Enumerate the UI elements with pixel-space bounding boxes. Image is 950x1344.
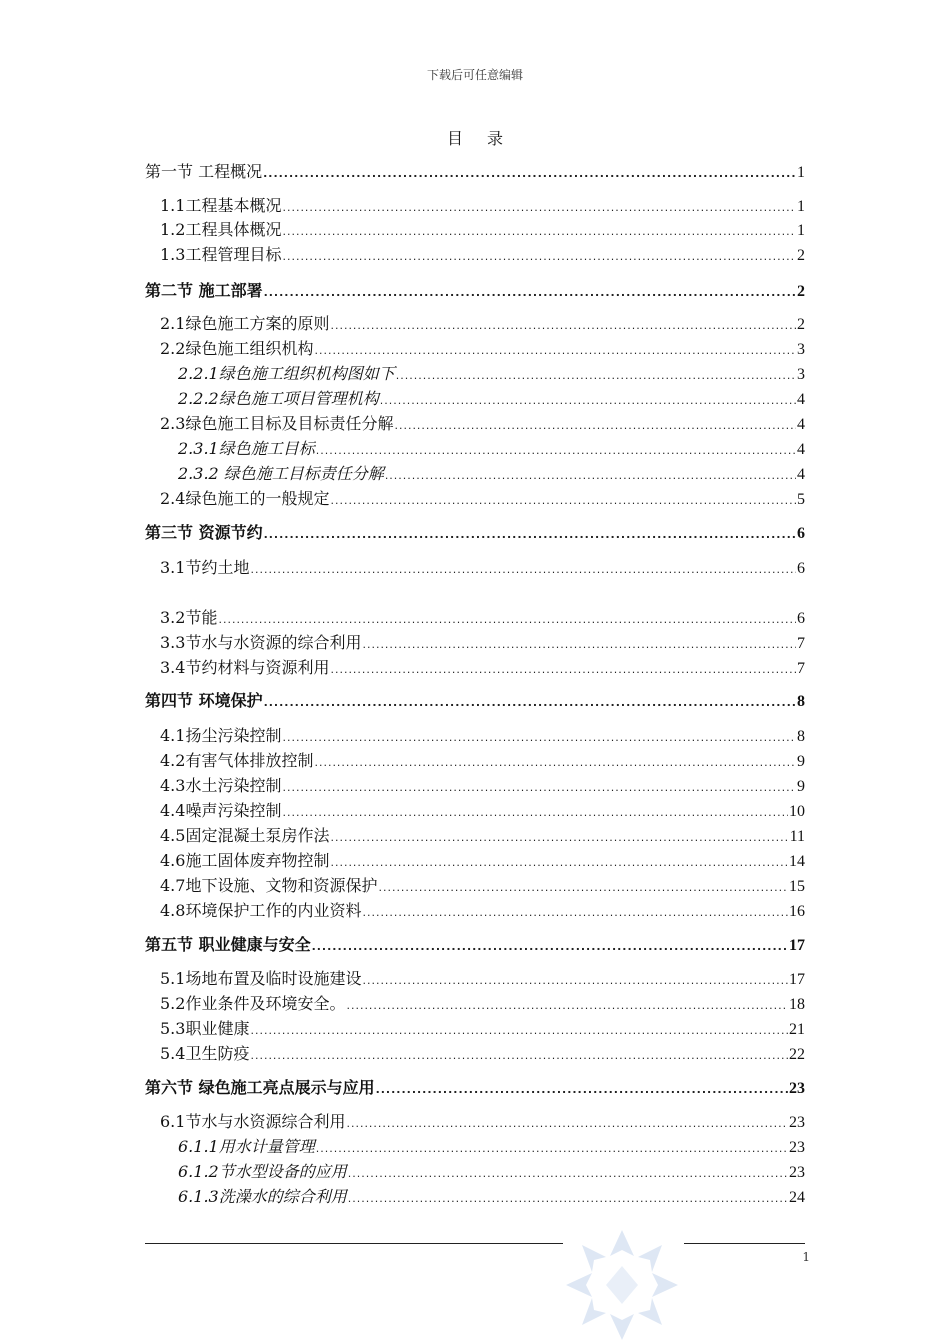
toc-entry-label: 4.6施工固体废弃物控制 <box>160 851 330 870</box>
toc-entry-page: 7 <box>797 660 805 677</box>
toc-entry-page: 23 <box>789 1080 805 1097</box>
toc-leader-dots <box>330 852 788 874</box>
toc-entry[interactable] <box>160 219 805 243</box>
toc-entry-label: 5.1场地布置及临时设施建设 <box>160 969 362 988</box>
toc-entry-page: 11 <box>789 828 805 845</box>
toc-leader-dots <box>376 1079 788 1101</box>
toc-entry[interactable] <box>178 363 805 387</box>
toc-entry[interactable] <box>145 280 805 304</box>
toc-entry[interactable] <box>160 850 805 874</box>
toc-entry-label: 2.2.1绿色施工组织机构图如下 <box>178 364 395 383</box>
toc-entry[interactable] <box>145 1077 805 1101</box>
toc-entry-page: 2 <box>797 283 805 300</box>
toc-leader-dots <box>282 197 796 219</box>
toc-entry-label: 1.2工程具体概况 <box>160 220 282 239</box>
toc-entry-page: 9 <box>797 778 805 795</box>
toc-leader-dots <box>346 995 788 1017</box>
toc-leader-dots <box>330 659 796 681</box>
toc-leader-dots <box>314 752 796 774</box>
toc-entry-label: 第四节 环境保护 <box>145 691 263 710</box>
toc-entry-label: 5.4卫生防疫 <box>160 1044 250 1063</box>
toc-entry[interactable] <box>178 1136 805 1160</box>
toc-entry-page: 18 <box>789 996 805 1013</box>
toc-entry-label: 2.3.2 绿色施工目标责任分解 <box>178 464 384 483</box>
toc-entry-page: 22 <box>789 1046 805 1063</box>
toc-leader-dots <box>396 365 796 387</box>
toc-entry-page: 4 <box>797 441 805 458</box>
toc-leader-dots <box>330 490 796 512</box>
toc-entry[interactable] <box>160 632 805 656</box>
toc-leader-dots <box>348 1188 788 1210</box>
toc-entry-label: 6.1.3洗澡水的综合利用 <box>178 1187 347 1206</box>
toc-entry-page: 23 <box>789 1139 805 1156</box>
toc-entry-page: 21 <box>789 1021 805 1038</box>
toc-entry-label: 2.2绿色施工组织机构 <box>160 339 314 358</box>
toc-entry[interactable] <box>178 1186 805 1210</box>
toc-entry-label: 6.1节水与水资源综合利用 <box>160 1112 346 1131</box>
toc-entry[interactable] <box>160 657 805 681</box>
toc-entry-page: 17 <box>789 971 805 988</box>
toc-entry-page: 6 <box>797 610 805 627</box>
toc-leader-dots <box>394 415 796 437</box>
toc-entry[interactable] <box>160 800 805 824</box>
toc-entry[interactable] <box>145 522 805 546</box>
toc-leader-dots <box>362 970 788 992</box>
toc-leader-dots <box>282 221 796 243</box>
toc-entry-label: 1.1工程基本概况 <box>160 196 282 215</box>
toc-leader-dots <box>264 524 796 546</box>
toc-entry[interactable] <box>145 690 805 714</box>
toc-leader-dots <box>282 802 788 824</box>
toc-leader-dots <box>316 1138 788 1160</box>
toc-leader-dots <box>250 1020 788 1042</box>
toc-entry-label: 2.3绿色施工目标及目标责任分解 <box>160 414 394 433</box>
toc-entry-label: 2.4绿色施工的一般规定 <box>160 489 330 508</box>
toc-entry-page: 5 <box>797 491 805 508</box>
toc-entry[interactable] <box>160 875 805 899</box>
toc-entry[interactable] <box>160 557 805 581</box>
toc-entry-label: 2.3.1绿色施工目标 <box>178 439 315 458</box>
toc-leader-dots <box>316 440 796 462</box>
header-note: 下载后可任意编辑 <box>426 68 523 82</box>
toc-entry-page: 15 <box>789 878 805 895</box>
toc-entry-label: 第六节 绿色施工亮点展示与应用 <box>145 1078 375 1097</box>
toc-leader-dots <box>330 315 796 337</box>
toc-entry-label: 4.8环境保护工作的内业资料 <box>160 901 362 920</box>
toc-entry-page: 23 <box>789 1114 805 1131</box>
toc-entry-label: 5.2作业条件及环境安全。 <box>160 994 346 1013</box>
toc-leader-dots <box>385 465 796 487</box>
toc-entry-page: 6 <box>797 525 805 542</box>
toc-entry-label: 第五节 职业健康与安全 <box>145 935 311 954</box>
toc-entry[interactable] <box>178 463 805 487</box>
toc-entry-label: 2.1绿色施工方案的原则 <box>160 314 330 333</box>
toc-leader-dots <box>348 1163 788 1185</box>
toc-leader-dots <box>218 609 796 631</box>
toc-leader-dots <box>282 727 796 749</box>
toc-entry-page: 17 <box>789 937 805 954</box>
toc-leader-dots <box>378 877 788 899</box>
toc-leader-dots <box>314 340 796 362</box>
toc-entry-label: 第一节 工程概况 <box>145 162 263 181</box>
toc-leader-dots <box>282 777 796 799</box>
toc-leader-dots <box>263 163 796 185</box>
toc-entry-label: 4.3水土污染控制 <box>160 776 282 795</box>
toc-entry-page: 23 <box>789 1164 805 1181</box>
toc-entry[interactable] <box>160 750 805 774</box>
toc-entry[interactable] <box>160 195 805 219</box>
toc-entry-label: 3.3节水与水资源的综合利用 <box>160 633 362 652</box>
toc-leader-dots <box>330 827 788 849</box>
toc-entry[interactable] <box>160 1018 805 1042</box>
toc-entry-label: 3.4节约材料与资源利用 <box>160 658 330 677</box>
toc-entry-label: 4.4噪声污染控制 <box>160 801 282 820</box>
toc-leader-dots <box>312 936 788 958</box>
toc-leader-dots <box>380 390 796 412</box>
toc-leader-dots <box>362 902 788 924</box>
toc-entry-page: 8 <box>797 728 805 745</box>
toc-entry-label: 2.2.2绿色施工项目管理机构 <box>178 389 379 408</box>
toc-entry[interactable] <box>160 825 805 849</box>
toc-entry-page: 6 <box>797 560 805 577</box>
toc-entry-page: 16 <box>789 903 805 920</box>
toc-entry-page: 24 <box>789 1189 805 1206</box>
toc-entry-label: 第二节 施工部署 <box>145 281 263 300</box>
toc-entry-page: 7 <box>797 635 805 652</box>
toc-entry-page: 4 <box>797 466 805 483</box>
toc-entry-label: 4.5固定混凝土泵房作法 <box>160 826 330 845</box>
toc-entry[interactable] <box>160 1043 805 1067</box>
toc-leader-dots <box>264 282 796 304</box>
toc-entry-page: 3 <box>797 341 805 358</box>
toc-leader-dots <box>250 559 796 581</box>
toc-entry-label: 3.1节约土地 <box>160 558 250 577</box>
toc-entry-label: 4.7地下设施、文物和资源保护 <box>160 876 378 895</box>
toc-entry[interactable] <box>145 934 805 958</box>
toc-entry-page: 1 <box>797 198 805 215</box>
toc-entry-page: 1 <box>797 222 805 239</box>
toc-title: 目录 <box>446 129 527 148</box>
toc-leader-dots <box>282 246 796 268</box>
toc-leader-dots <box>250 1045 788 1067</box>
toc-entry-page: 2 <box>797 316 805 333</box>
toc-entry-page: 9 <box>797 753 805 770</box>
toc-entry-page: 3 <box>797 366 805 383</box>
toc-entry-page: 10 <box>789 803 805 820</box>
toc-entry-label: 5.3职业健康 <box>160 1019 250 1038</box>
toc-entry-label: 6.1.1用水计量管理 <box>178 1137 315 1156</box>
toc-entry[interactable] <box>178 438 805 462</box>
toc-entry[interactable] <box>160 244 805 268</box>
toc-entry[interactable] <box>160 607 805 631</box>
toc-entry[interactable] <box>160 968 805 992</box>
toc-entry[interactable] <box>160 993 805 1017</box>
toc-entry-label: 第三节 资源节约 <box>145 523 263 542</box>
toc-entry[interactable] <box>160 725 805 749</box>
toc-entry[interactable] <box>178 1161 805 1185</box>
toc-entry[interactable] <box>160 488 805 512</box>
toc-entry-label: 3.2节能 <box>160 608 218 627</box>
toc-entry-page: 1 <box>797 164 805 181</box>
watermark-logo-icon <box>562 1226 682 1344</box>
toc-entry-page: 2 <box>797 247 805 264</box>
toc-entry[interactable] <box>178 388 805 412</box>
toc-leader-dots <box>346 1113 788 1135</box>
toc-entry[interactable] <box>160 338 805 362</box>
toc-leader-dots <box>362 634 796 656</box>
toc-entry[interactable] <box>160 313 805 337</box>
toc-entry[interactable] <box>145 161 805 185</box>
toc-entry-label: 6.1.2节水型设备的应用 <box>178 1162 347 1181</box>
toc-entry[interactable] <box>160 775 805 799</box>
footer-rule-right <box>684 1243 805 1244</box>
toc-entry-page: 4 <box>797 391 805 408</box>
toc-entry[interactable] <box>160 1111 805 1135</box>
toc-entry-label: 1.3工程管理目标 <box>160 245 282 264</box>
toc-entry[interactable] <box>160 900 805 924</box>
toc-entry[interactable] <box>160 413 805 437</box>
footer-rule-left <box>145 1243 563 1244</box>
toc-entry-page: 8 <box>797 693 805 710</box>
footer-page-number: 1 <box>802 1250 810 1264</box>
toc-entry-label: 4.2有害气体排放控制 <box>160 751 314 770</box>
toc-entry-page: 4 <box>797 416 805 433</box>
toc-leader-dots <box>264 692 796 714</box>
toc-entry-label: 4.1扬尘污染控制 <box>160 726 282 745</box>
toc-entry-page: 14 <box>789 853 805 870</box>
